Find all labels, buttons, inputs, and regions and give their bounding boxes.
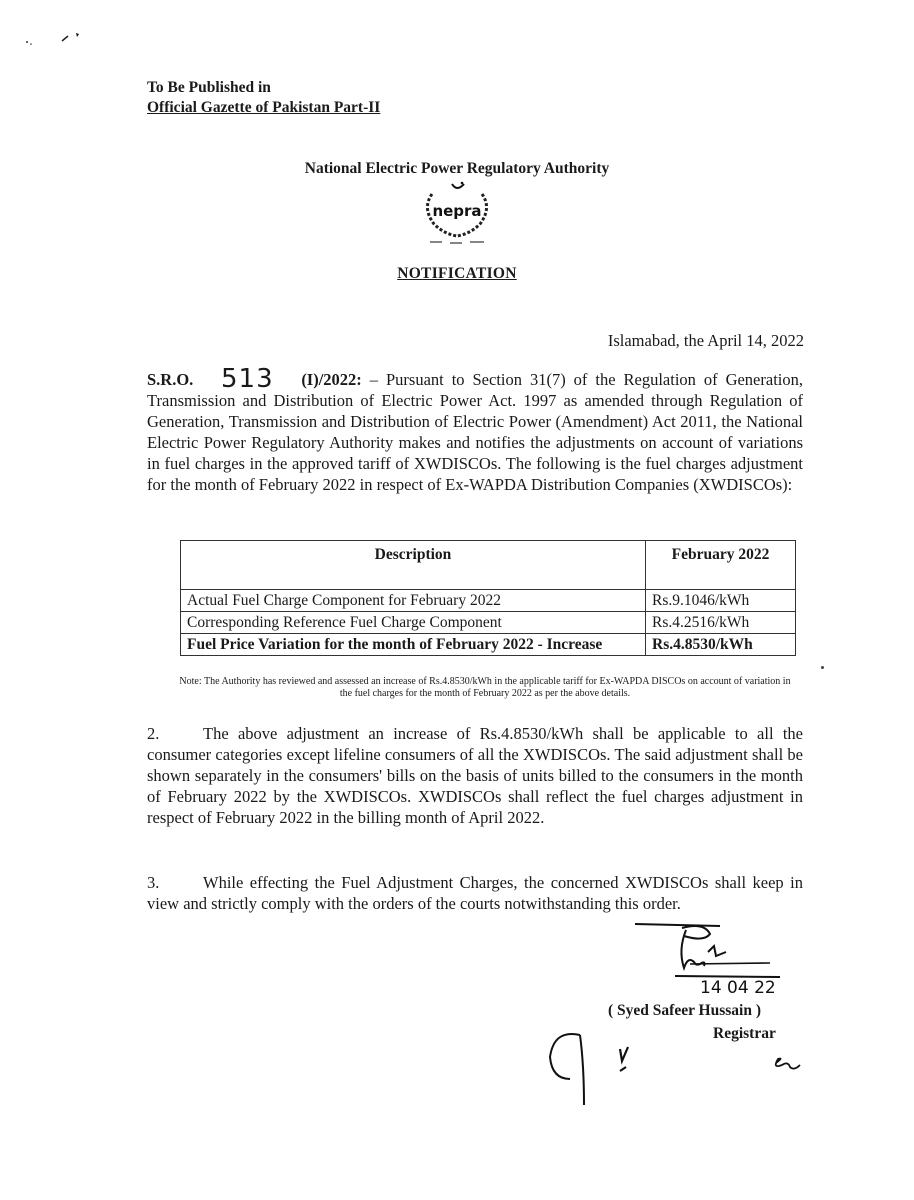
fuel-charges-table bbox=[180, 540, 796, 656]
gazette-line: Official Gazette of Pakistan Part-II bbox=[147, 99, 381, 116]
table-note: Note: The Authority has reviewed and assessed an increase of Rs.4.8530/kWh in the applicable tariff for Ex-WAPDA DISCOs on account of variation in the fuel charges for the month of February 2022 as per the above details. bbox=[179, 676, 791, 699]
row-description: Actual Fuel Charge Component for February 2022 bbox=[181, 590, 646, 612]
paragraph-number: 3. bbox=[147, 873, 160, 892]
paragraph-text: The above adjustment an increase of Rs.4.8530/kWh shall be applicable to all the consumer categories except lifeline consumers of all the XWDISCOs. The said adjustment shall be shown separately in the consumers' bills on the basis of units billed to the consumers in the month of February 2022 by the XWDISCOs. XWDISCOs shall reflect the fuel charges adjustment in respect of February 2022 in the billing month of April 2022. bbox=[147, 724, 803, 827]
row-value: Rs.9.1046/kWh bbox=[646, 590, 796, 612]
paragraph-2 bbox=[147, 723, 803, 828]
sro-handwritten-number: 513 bbox=[220, 364, 274, 394]
publish-line: To Be Published in bbox=[147, 79, 271, 96]
signatory-designation: Registrar bbox=[713, 1025, 776, 1042]
column-header-description: Description bbox=[181, 541, 646, 590]
table-row bbox=[181, 590, 796, 612]
paragraph-number: 2. bbox=[147, 724, 160, 743]
scan-speck-marks bbox=[22, 28, 92, 58]
column-header-month: February 2022 bbox=[646, 541, 796, 590]
signature-icon bbox=[600, 920, 840, 995]
table-row-total bbox=[181, 634, 796, 656]
sro-text: – Pursuant to Section 31(7) of the Regulation of Generation, Transmission and Distribution of Electric Power Act. 1997 as amended through Regulation of Generation, Transmission and Distribution of Electric Power (Amendment) Act 2011, the National Electric Power Regulatory Authority makes and notifies the adjustments on account of variations in fuel charges in the approved tariff of XWDISCOs. The following is the fuel charges adjustment for the month of February 2022 in respect of Ex-WAPDA Distribution Companies (XWDISCOs): bbox=[147, 370, 803, 494]
handwritten-initials-icon bbox=[540, 1025, 840, 1105]
row-description: Fuel Price Variation for the month of February 2022 - Increase bbox=[181, 634, 646, 656]
organization-name: National Electric Power Regulatory Authority bbox=[304, 160, 610, 177]
table-row bbox=[181, 612, 796, 634]
row-value: Rs.4.2516/kWh bbox=[646, 612, 796, 634]
sro-paragraph bbox=[147, 364, 803, 495]
paragraph-3 bbox=[147, 872, 803, 914]
table-header-row bbox=[181, 541, 796, 590]
sro-year: (I)/2022: bbox=[301, 370, 362, 389]
signatory-name: ( Syed Safeer Hussain ) bbox=[608, 1002, 762, 1019]
row-value: Rs.4.8530/kWh bbox=[646, 634, 796, 656]
notification-title: NOTIFICATION bbox=[397, 265, 517, 282]
row-description: Corresponding Reference Fuel Charge Component bbox=[181, 612, 646, 634]
paragraph-text: While effecting the Fuel Adjustment Charges, the concerned XWDISCOs shall keep in view and strictly comply with the orders of the courts notwithstanding this order. bbox=[147, 873, 803, 913]
place-date: Islamabad, the April 14, 2022 bbox=[607, 331, 804, 350]
sro-label: S.R.O. bbox=[147, 370, 194, 389]
nepra-logo-icon bbox=[412, 180, 502, 248]
scan-dot bbox=[821, 666, 824, 669]
svg-text:nepra: nepra bbox=[432, 202, 482, 220]
publication-note bbox=[147, 78, 380, 118]
svg-text:14 04 22: 14 04 22 bbox=[700, 978, 776, 995]
